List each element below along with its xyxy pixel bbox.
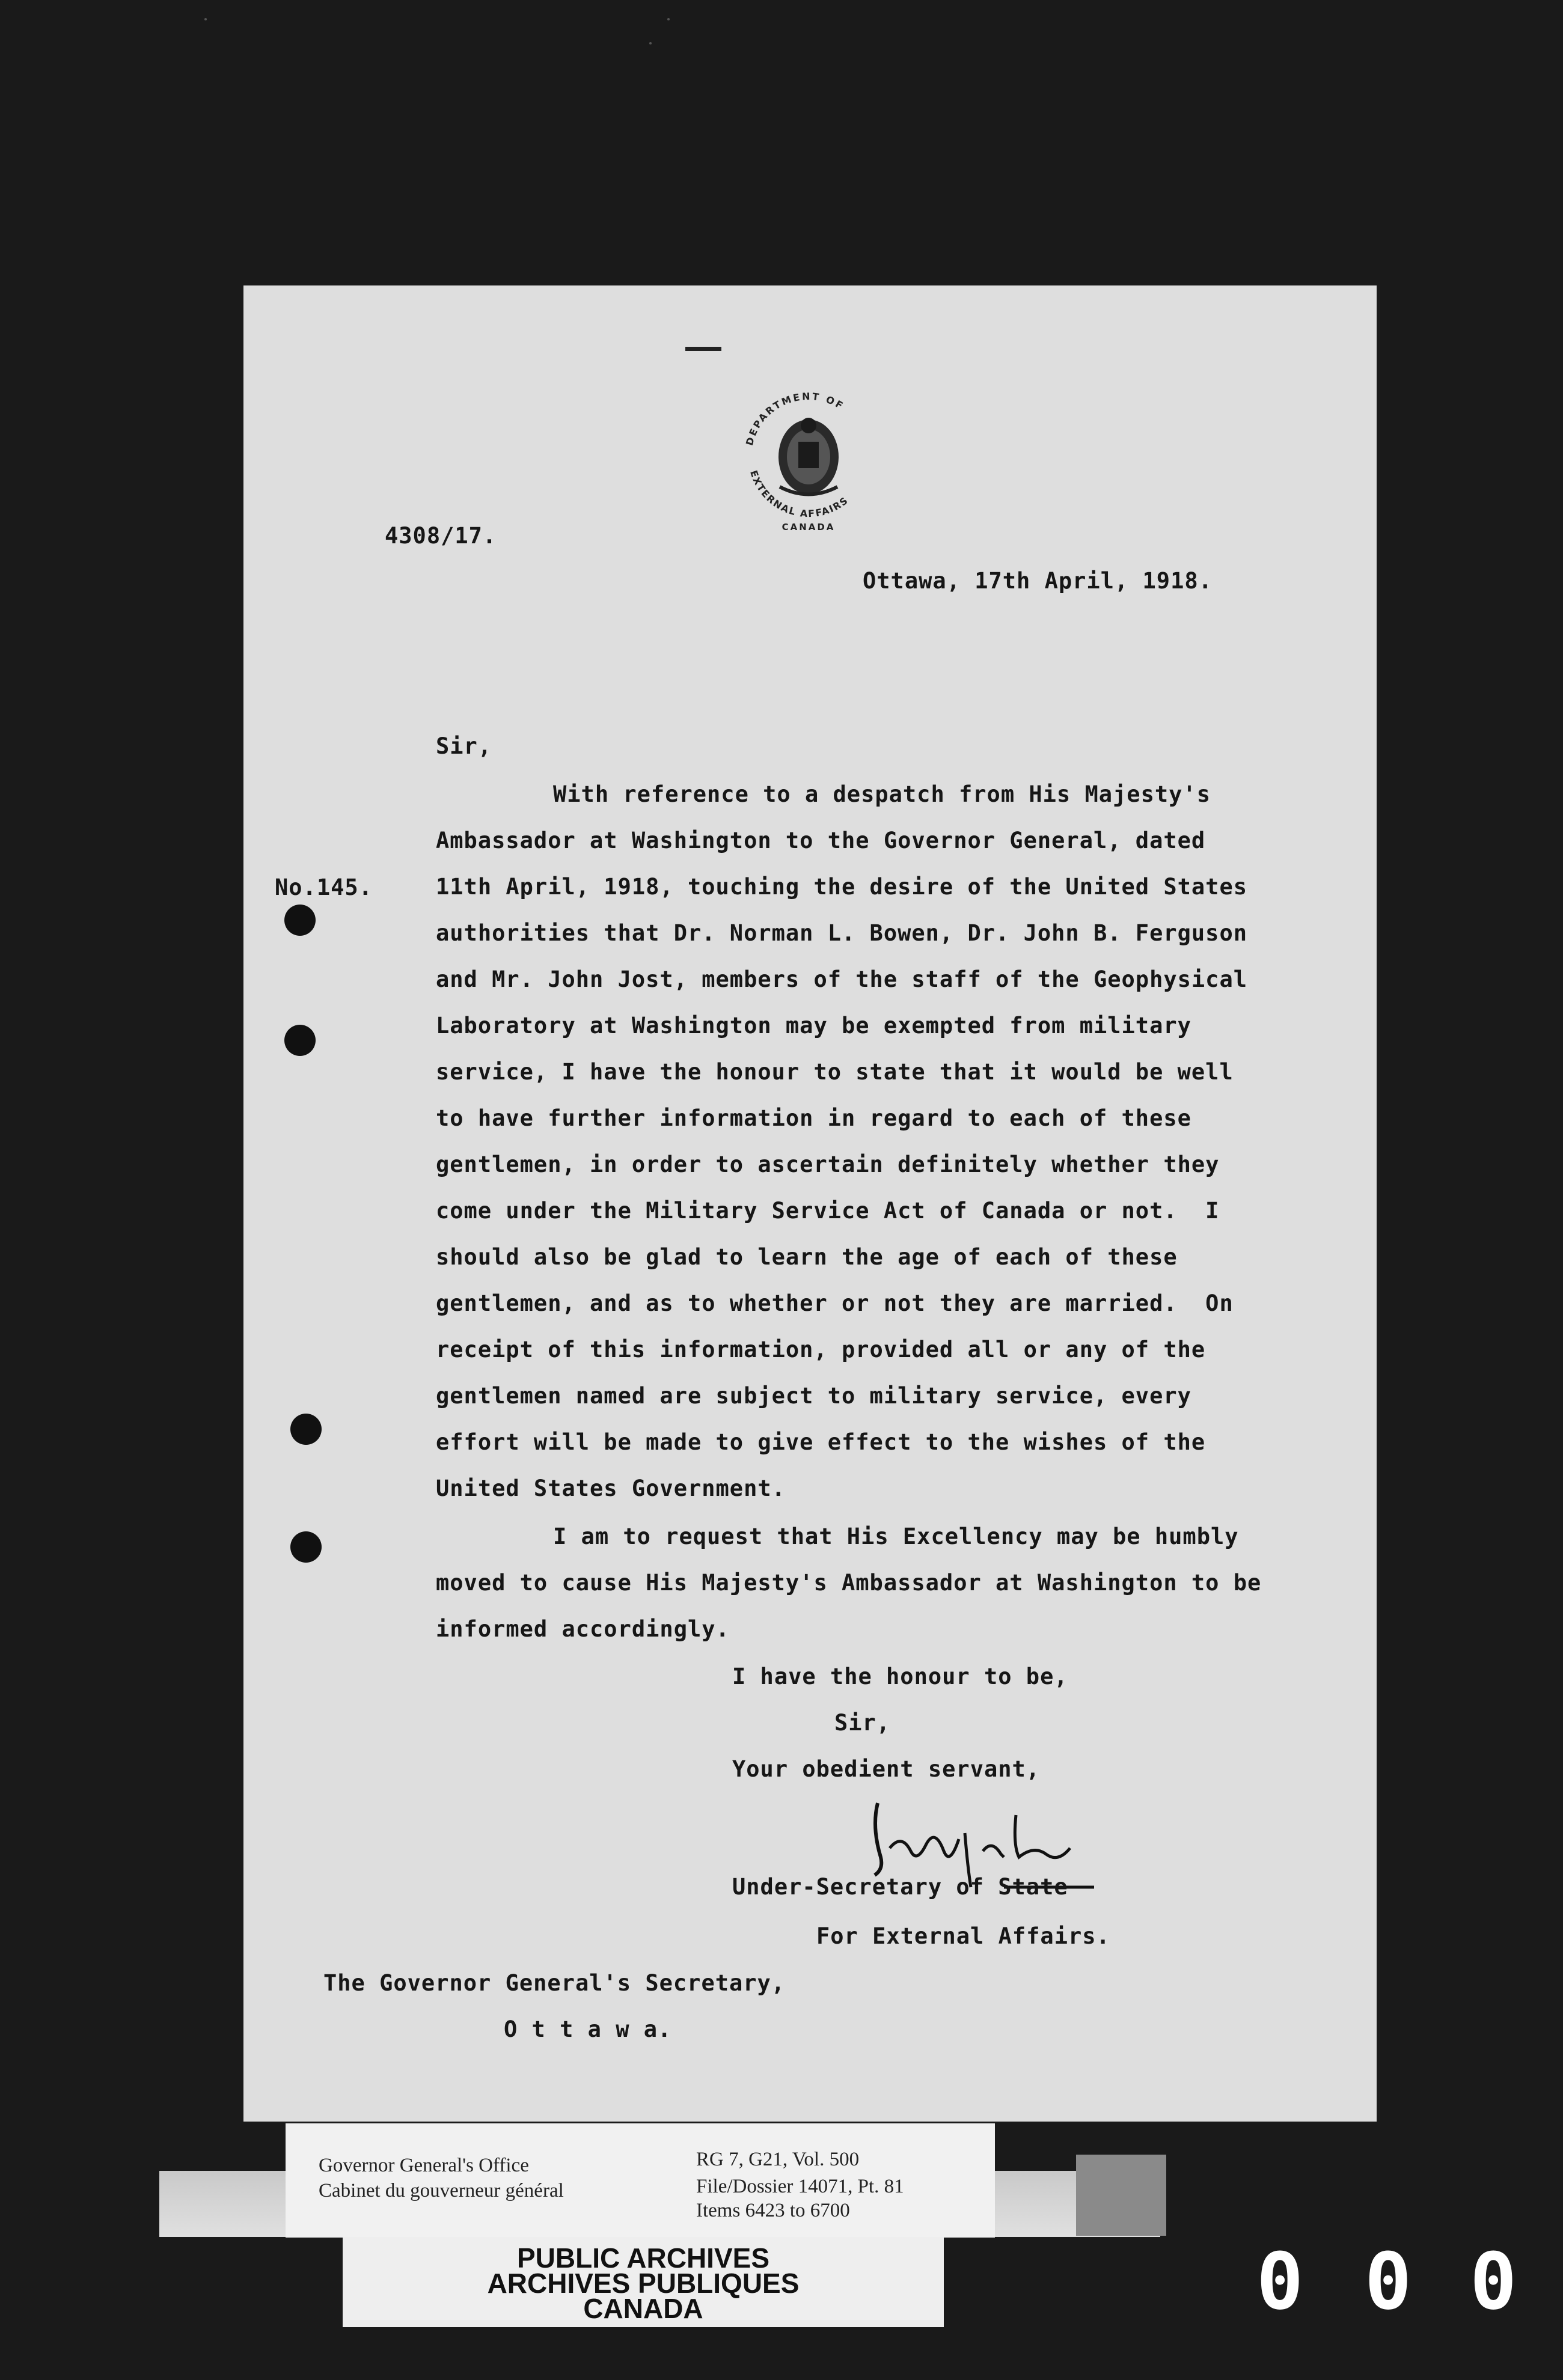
body-line: I am to request that His Excellency may be humbly (553, 1524, 1239, 1549)
signer-title: Under-Secretary of State (732, 1874, 1068, 1900)
body-line: effort will be made to give effect to the wishes of the (436, 1429, 1206, 1455)
body-line: Ambassador at Washington to the Governor General, dated (436, 828, 1206, 853)
addressee-line: The Governor General's Secretary, (323, 1970, 786, 1996)
film-speck (649, 42, 652, 44)
body-line: to have further information in regard to each of these (436, 1105, 1191, 1131)
archive-label-items: Items 6423 to 6700 (696, 2200, 850, 2221)
body-line: With reference to a despatch from His Majesty's (553, 781, 1211, 807)
archive-label-office-fr: Cabinet du gouverneur général (319, 2180, 564, 2202)
archive-label-rg: RG 7, G21, Vol. 500 (696, 2149, 860, 2170)
archive-label-file: File/Dossier 14071, Pt. 81 (696, 2176, 904, 2197)
body-line: United States Government. (436, 1475, 786, 1501)
film-speck (204, 18, 207, 20)
punch-hole (290, 1531, 322, 1563)
salutation: Sir, (436, 733, 492, 759)
label-strip-shadow (1076, 2155, 1166, 2236)
body-line: authorities that Dr. Norman L. Bowen, Dr. John B. Ferguson (436, 920, 1248, 946)
stamp-line: ARCHIVES PUBLIQUES (487, 2268, 800, 2299)
frame-number: 0 (1256, 2236, 1304, 2327)
body-line: gentlemen, and as to whether or not they are married. On (436, 1290, 1234, 1316)
addressee-line: O t t a w a. (504, 2016, 672, 2042)
punch-hole (284, 905, 316, 936)
frame-number: 0 (1470, 2236, 1517, 2327)
file-number: 4308/17. (385, 523, 497, 549)
margin-reference: No.145. (275, 874, 373, 900)
signer-title: For External Affairs. (816, 1923, 1110, 1949)
closing-line: Sir, (834, 1710, 891, 1736)
seal-text-top: DEPARTMENT OF (743, 390, 846, 447)
seal-text-bottom: EXTERNAL AFFAIRS (748, 469, 851, 520)
closing-line: Your obedient servant, (732, 1756, 1041, 1782)
body-line: gentlemen, in order to ascertain definitely whether they (436, 1152, 1220, 1177)
department-seal-icon (736, 367, 881, 535)
punch-hole (284, 1025, 316, 1056)
body-line: and Mr. John Jost, members of the staff of the Geophysical (436, 966, 1248, 992)
body-line: come under the Military Service Act of Canada or not. I (436, 1198, 1220, 1224)
body-line: should also be glad to learn the age of each of these (436, 1244, 1178, 1270)
place-date: Ottawa, 17th April, 1918. (863, 568, 1213, 594)
body-line: 11th April, 1918, touching the desire of the United States (436, 874, 1248, 900)
archive-label-office: Governor General's Office (319, 2155, 529, 2176)
seal-text-canada: CANADA (782, 522, 836, 532)
closing-line: I have the honour to be, (732, 1664, 1068, 1689)
archives-stamp (343, 2237, 944, 2327)
body-line: receipt of this information, provided all or any of the (436, 1337, 1206, 1362)
film-speck (667, 18, 670, 20)
stamp-line: CANADA (583, 2293, 703, 2324)
body-line: moved to cause His Majesty's Ambassador at Washington to be (436, 1570, 1262, 1596)
top-dash-mark (685, 347, 721, 351)
body-line: informed accordingly. (436, 1616, 730, 1642)
punch-hole (290, 1414, 322, 1445)
body-line: Laboratory at Washington may be exempted from military (436, 1013, 1191, 1039)
body-line: service, I have the honour to state that it would be well (436, 1059, 1234, 1085)
body-line: gentlemen named are subject to military service, every (436, 1383, 1191, 1409)
frame-number: 0 (1365, 2236, 1412, 2327)
stamp-line: PUBLIC ARCHIVES (517, 2242, 769, 2274)
